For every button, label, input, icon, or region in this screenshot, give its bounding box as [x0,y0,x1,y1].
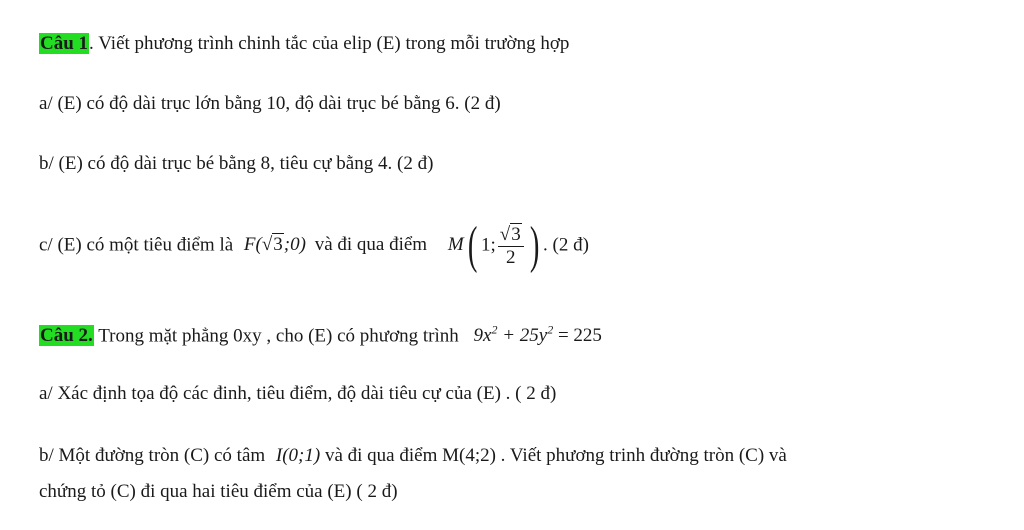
question-2-part-a: a/ Xác định tọa độ các đinh, tiêu điểm, độ dài tiêu cự của (E) . ( 2 đ) [39,383,557,404]
question-1-part-a: a/ (E) có độ dài trục lớn bằng 10, độ dài trục bé bằng 6. (2 đ) [39,93,501,114]
equation-exponent-1: 2 [491,323,498,337]
equation-term-2: + 25y [497,325,548,347]
circle-center: I(0;1) [275,445,321,466]
question-1-part-c-prefix: c/ (E) có một tiêu điểm là [39,234,234,256]
question-2-part-b-line-1 [39,444,787,468]
question-1-title-text: . Viết phương trình chinh tắc của elip (E) trong mỗi trường hợp [89,33,570,54]
question-1-title [39,32,569,56]
fraction-numerator [498,224,524,247]
equation-term-1: 9x [473,325,492,347]
equation-exponent-2: 2 [547,323,554,337]
question-2-part-b-prefix: b/ Một đường tròn (C) có tâm [39,445,266,466]
ellipse-equation [474,325,602,346]
focus-radicand: 3 [273,234,283,256]
question-1-part-c-middle: và đi qua điểm [314,234,428,256]
sqrt-symbol: √3 [261,234,283,256]
fraction-denominator: 2 [505,246,516,268]
equation-rhs: = 225 [553,325,602,347]
sqrt-symbol: √3 [499,223,521,245]
question-2-title-text: Trong mặt phẳng 0xy , cho (E) có phương trình [93,325,459,347]
question-1-part-b: b/ (E) có độ dài trục bé bằng 8, tiêu cự bằng 4. (2 đ) [39,153,434,174]
question-1-part-c-suffix: . (2 đ) [543,234,589,256]
question-2-part-b-middle: và đi qua điểm M(4;2) . Viết phương trinh đường tròn (C) và [324,445,787,466]
question-2-title [39,318,602,348]
question-1-part-c [39,217,589,274]
focus-tail: ;0) [283,234,306,256]
question-2-part-b-line-2: chứng tỏ (C) đi qua hai tiêu điểm của (E) ( 2 đ) [39,481,398,502]
focus-label: F( [243,234,262,256]
right-paren: ) [529,217,540,274]
point-m-y-fraction [498,224,524,269]
point-m-x: 1; [480,234,496,256]
question-2-label: Câu 2. [40,325,93,347]
question-1-label: Câu 1 [40,33,89,54]
point-m-label: M [447,234,464,256]
left-paren: ( [467,217,478,274]
focus-expression [244,234,306,255]
numerator-radicand: 3 [511,223,521,245]
